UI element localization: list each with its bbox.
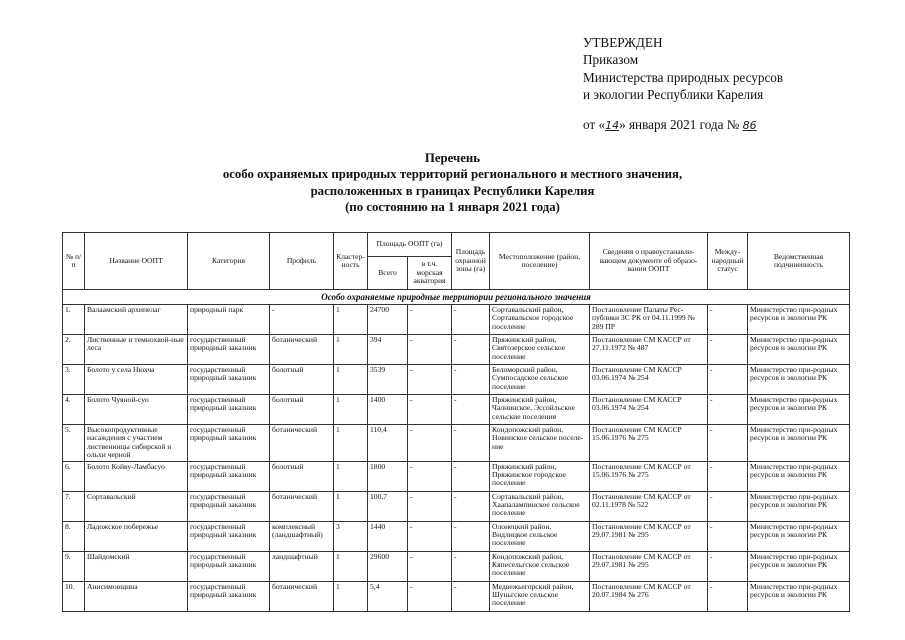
header-buffer: Площадь охранной зоны (га) [452, 233, 490, 290]
cell-profile: ботанический [270, 491, 334, 521]
cell-buffer: - [452, 425, 490, 462]
cell-location: Медвежьегорский район, Шуньгское сельское поселение [490, 581, 590, 611]
header-cluster: Кластер-ность [334, 233, 368, 290]
cell-area: 110,4 [368, 425, 408, 462]
cell-cluster: 1 [334, 335, 368, 365]
cell-intl: - [708, 335, 748, 365]
order-day: 14 [605, 119, 620, 132]
header-category: Категория [188, 233, 270, 290]
cell-profile: ботанический [270, 335, 334, 365]
cell-marine: - [408, 335, 452, 365]
cell-buffer: - [452, 551, 490, 581]
cell-document: Постановление СМ КАССР от 29.07.1981 № 295 [590, 521, 708, 551]
cell-buffer: - [452, 335, 490, 365]
approval-ministry-cont: и экологии Республики Карелия [583, 86, 764, 102]
cell-profile: болотный [270, 365, 334, 395]
cell-marine: - [408, 521, 452, 551]
cell-intl: - [708, 521, 748, 551]
cell-area: 1800 [368, 461, 408, 491]
header-dept: Ведомственная подчиненность [748, 233, 850, 290]
table-row [63, 551, 850, 581]
cell-dept: Министерство при-родных ресурсов и экологии РК [748, 395, 850, 425]
cell-document: Постановление СМ КАССР от 29.07.1981 № 295 [590, 551, 708, 581]
cell-name: Валаамский архипелаг [85, 305, 188, 335]
cell-name: Сортавальский [85, 491, 188, 521]
cell-marine: - [408, 395, 452, 425]
cell-num: 2. [63, 335, 85, 365]
cell-dept: Министерство при-родных ресурсов и экологии РК [748, 581, 850, 611]
cell-location: Сортавальский район, Хаапалампинское сельское поселение [490, 491, 590, 521]
cell-num: 7. [63, 491, 85, 521]
order-number: 86 [742, 119, 757, 132]
cell-document: Постановление СМ КАССР от 15.06.1976 № 275 [590, 461, 708, 491]
table-row [63, 395, 850, 425]
cell-cluster: 1 [334, 581, 368, 611]
cell-intl: - [708, 491, 748, 521]
header-area-group: Площадь ООПТ (га) [368, 233, 452, 257]
cell-document: Постановление СМ КАССР 15.06.1976 № 275 [590, 425, 708, 462]
cell-location: Кондопожский район, Кяпесельгское сельское поселение [490, 551, 590, 581]
cell-name: Анисимовщина [85, 581, 188, 611]
cell-cluster: 1 [334, 365, 368, 395]
cell-buffer: - [452, 521, 490, 551]
cell-intl: - [708, 425, 748, 462]
cell-area: 3539 [368, 365, 408, 395]
cell-dept: Министерство при-родных ресурсов и экологии РК [748, 335, 850, 365]
cell-cluster: 3 [334, 521, 368, 551]
cell-cluster: 1 [334, 491, 368, 521]
protected-areas-table [62, 232, 850, 612]
cell-name: Болото Койву-Ламбасуо [85, 461, 188, 491]
cell-intl: - [708, 581, 748, 611]
title-line: (по состоянию на 1 января 2021 года) [345, 200, 560, 215]
section-title: Особо охраняемые природные территории регионального значения [63, 290, 850, 305]
cell-marine: - [408, 305, 452, 335]
cell-profile: ботанический [270, 581, 334, 611]
cell-cluster: 1 [334, 395, 368, 425]
document-title [0, 150, 905, 216]
cell-cluster: 1 [334, 551, 368, 581]
cell-category: государственный природный заказник [188, 395, 270, 425]
cell-profile: ботанический [270, 425, 334, 462]
cell-area: 24700 [368, 305, 408, 335]
cell-num: 1. [63, 305, 85, 335]
cell-profile: - [270, 305, 334, 335]
header-name: Название ООПТ [85, 233, 188, 290]
cell-category: государственный природный заказник [188, 521, 270, 551]
cell-document: Постановление СМ КАССР 03.06.1974 № 254 [590, 365, 708, 395]
cell-profile: болотный [270, 395, 334, 425]
cell-num: 6. [63, 461, 85, 491]
cell-name: Лиственные и темнохвой-ные леса [85, 335, 188, 365]
table-row [63, 461, 850, 491]
cell-location: Олонецкий район, Видлицкое сельское поселение [490, 521, 590, 551]
cell-profile: комплексный (ландшафтный) [270, 521, 334, 551]
cell-buffer: - [452, 395, 490, 425]
cell-buffer: - [452, 365, 490, 395]
cell-intl: - [708, 551, 748, 581]
cell-cluster: 1 [334, 425, 368, 462]
title-line: расположенных в границах Республики Карелия [310, 183, 595, 198]
approval-ministry: Министерства природных ресурсов [583, 69, 784, 85]
cell-document: Постановление СМ КАССР от 27.11.1972 № 487 [590, 335, 708, 365]
cell-location: Пряжинский район, Чалнинское, Эссойльское сельские поселения [490, 395, 590, 425]
cell-category: государственный природный заказник [188, 461, 270, 491]
cell-intl: - [708, 395, 748, 425]
cell-intl: - [708, 461, 748, 491]
header-area-marine: в т.ч. морская акватория [408, 257, 452, 290]
cell-location: Беломорский район, Сумпосадское сельское поселение [490, 365, 590, 395]
table-row [63, 365, 850, 395]
cell-category: государственный природный заказник [188, 335, 270, 365]
approval-heading: УТВЕРЖДЕН [583, 35, 663, 50]
cell-area: 100,7 [368, 491, 408, 521]
cell-buffer: - [452, 581, 490, 611]
table-row [63, 425, 850, 462]
cell-location: Сортавальский район, Сортавальское городское поселение [490, 305, 590, 335]
header-document: Сведения о правоустанавли-вающем документе об образо-вании ООПТ [590, 233, 708, 290]
cell-marine: - [408, 365, 452, 395]
header-num: № п/п [63, 233, 85, 290]
cell-category: государственный природный заказник [188, 551, 270, 581]
cell-marine: - [408, 461, 452, 491]
table-row [63, 491, 850, 521]
cell-buffer: - [452, 461, 490, 491]
cell-marine: - [408, 425, 452, 462]
cell-area: 1440 [368, 521, 408, 551]
cell-category: государственный природный заказник [188, 425, 270, 462]
cell-marine: - [408, 551, 452, 581]
cell-location: Пряжинский район, Пряжинское городское поселение [490, 461, 590, 491]
table-row [63, 581, 850, 611]
table-row [63, 335, 850, 365]
cell-dept: Министерство при-родных ресурсов и экологии РК [748, 461, 850, 491]
table-row [63, 305, 850, 335]
order-date-number [583, 117, 757, 133]
cell-name: Ладожское побережье [85, 521, 188, 551]
cell-area: 1400 [368, 395, 408, 425]
cell-area: 5,4 [368, 581, 408, 611]
cell-name: Болото Чуяной-суо [85, 395, 188, 425]
cell-profile: ландшафтный [270, 551, 334, 581]
header-location: Местоположение (район, поселение) [490, 233, 590, 290]
cell-area: 394 [368, 335, 408, 365]
cell-document: Постановление СМ КАССР от 20.07.1984 № 276 [590, 581, 708, 611]
cell-document: Постановление СМ КАССР от 02.11.1978 № 522 [590, 491, 708, 521]
cell-category: природный парк [188, 305, 270, 335]
cell-intl: - [708, 365, 748, 395]
cell-name: Шайдомский [85, 551, 188, 581]
cell-document: Постановление Палаты Рес-публики ЗС РК от 04.11.1999 № 289 ПР [590, 305, 708, 335]
cell-dept: Министерство при-родных ресурсов и экологии РК [748, 521, 850, 551]
cell-num: 8. [63, 521, 85, 551]
cell-dept: Министерство при-родных ресурсов и экологии РК [748, 305, 850, 335]
cell-name: Высокопродуктивные насаждения с участием лиственницы сибирской и ольхи черной [85, 425, 188, 462]
order-prefix: от « [583, 117, 606, 132]
cell-location: Кондопожский район, Новинское сельское поселе-ние [490, 425, 590, 462]
order-middle: » января 2021 года № [619, 117, 740, 132]
cell-marine: - [408, 581, 452, 611]
cell-name: Болото у села Нюхча [85, 365, 188, 395]
table-row [63, 521, 850, 551]
cell-dept: Министерство при-родных ресурсов и экологии РК [748, 425, 850, 462]
cell-buffer: - [452, 491, 490, 521]
cell-profile: болотный [270, 461, 334, 491]
cell-category: государственный природный заказник [188, 581, 270, 611]
title-line: Перечень [424, 151, 481, 165]
cell-dept: Министерство при-родных ресурсов и экологии РК [748, 551, 850, 581]
title-line: особо охраняемых природных территорий регионального и местного значения, [222, 167, 683, 182]
header-area-total: Всего [368, 257, 408, 290]
cell-intl: - [708, 305, 748, 335]
cell-document: Постановление СМ КАССР 03.06.1974 № 254 [590, 395, 708, 425]
cell-cluster: 1 [334, 305, 368, 335]
cell-area: 29600 [368, 551, 408, 581]
approval-order-label: Приказом [583, 52, 639, 68]
cell-dept: Министерство при-родных ресурсов и экологии РК [748, 365, 850, 395]
approval-block [583, 34, 883, 103]
cell-category: государственный природный заказник [188, 365, 270, 395]
cell-num: 10. [63, 581, 85, 611]
cell-num: 4. [63, 395, 85, 425]
header-profile: Профиль [270, 233, 334, 290]
cell-cluster: 1 [334, 461, 368, 491]
cell-dept: Министерство при-родных ресурсов и экологии РК [748, 491, 850, 521]
cell-location: Пряжинский район, Святозерское сельское поселение [490, 335, 590, 365]
cell-category: государственный природный заказник [188, 491, 270, 521]
cell-buffer: - [452, 305, 490, 335]
header-intl: Между-народный статус [708, 233, 748, 290]
cell-marine: - [408, 491, 452, 521]
cell-num: 5. [63, 425, 85, 462]
cell-num: 9. [63, 551, 85, 581]
cell-num: 3. [63, 365, 85, 395]
